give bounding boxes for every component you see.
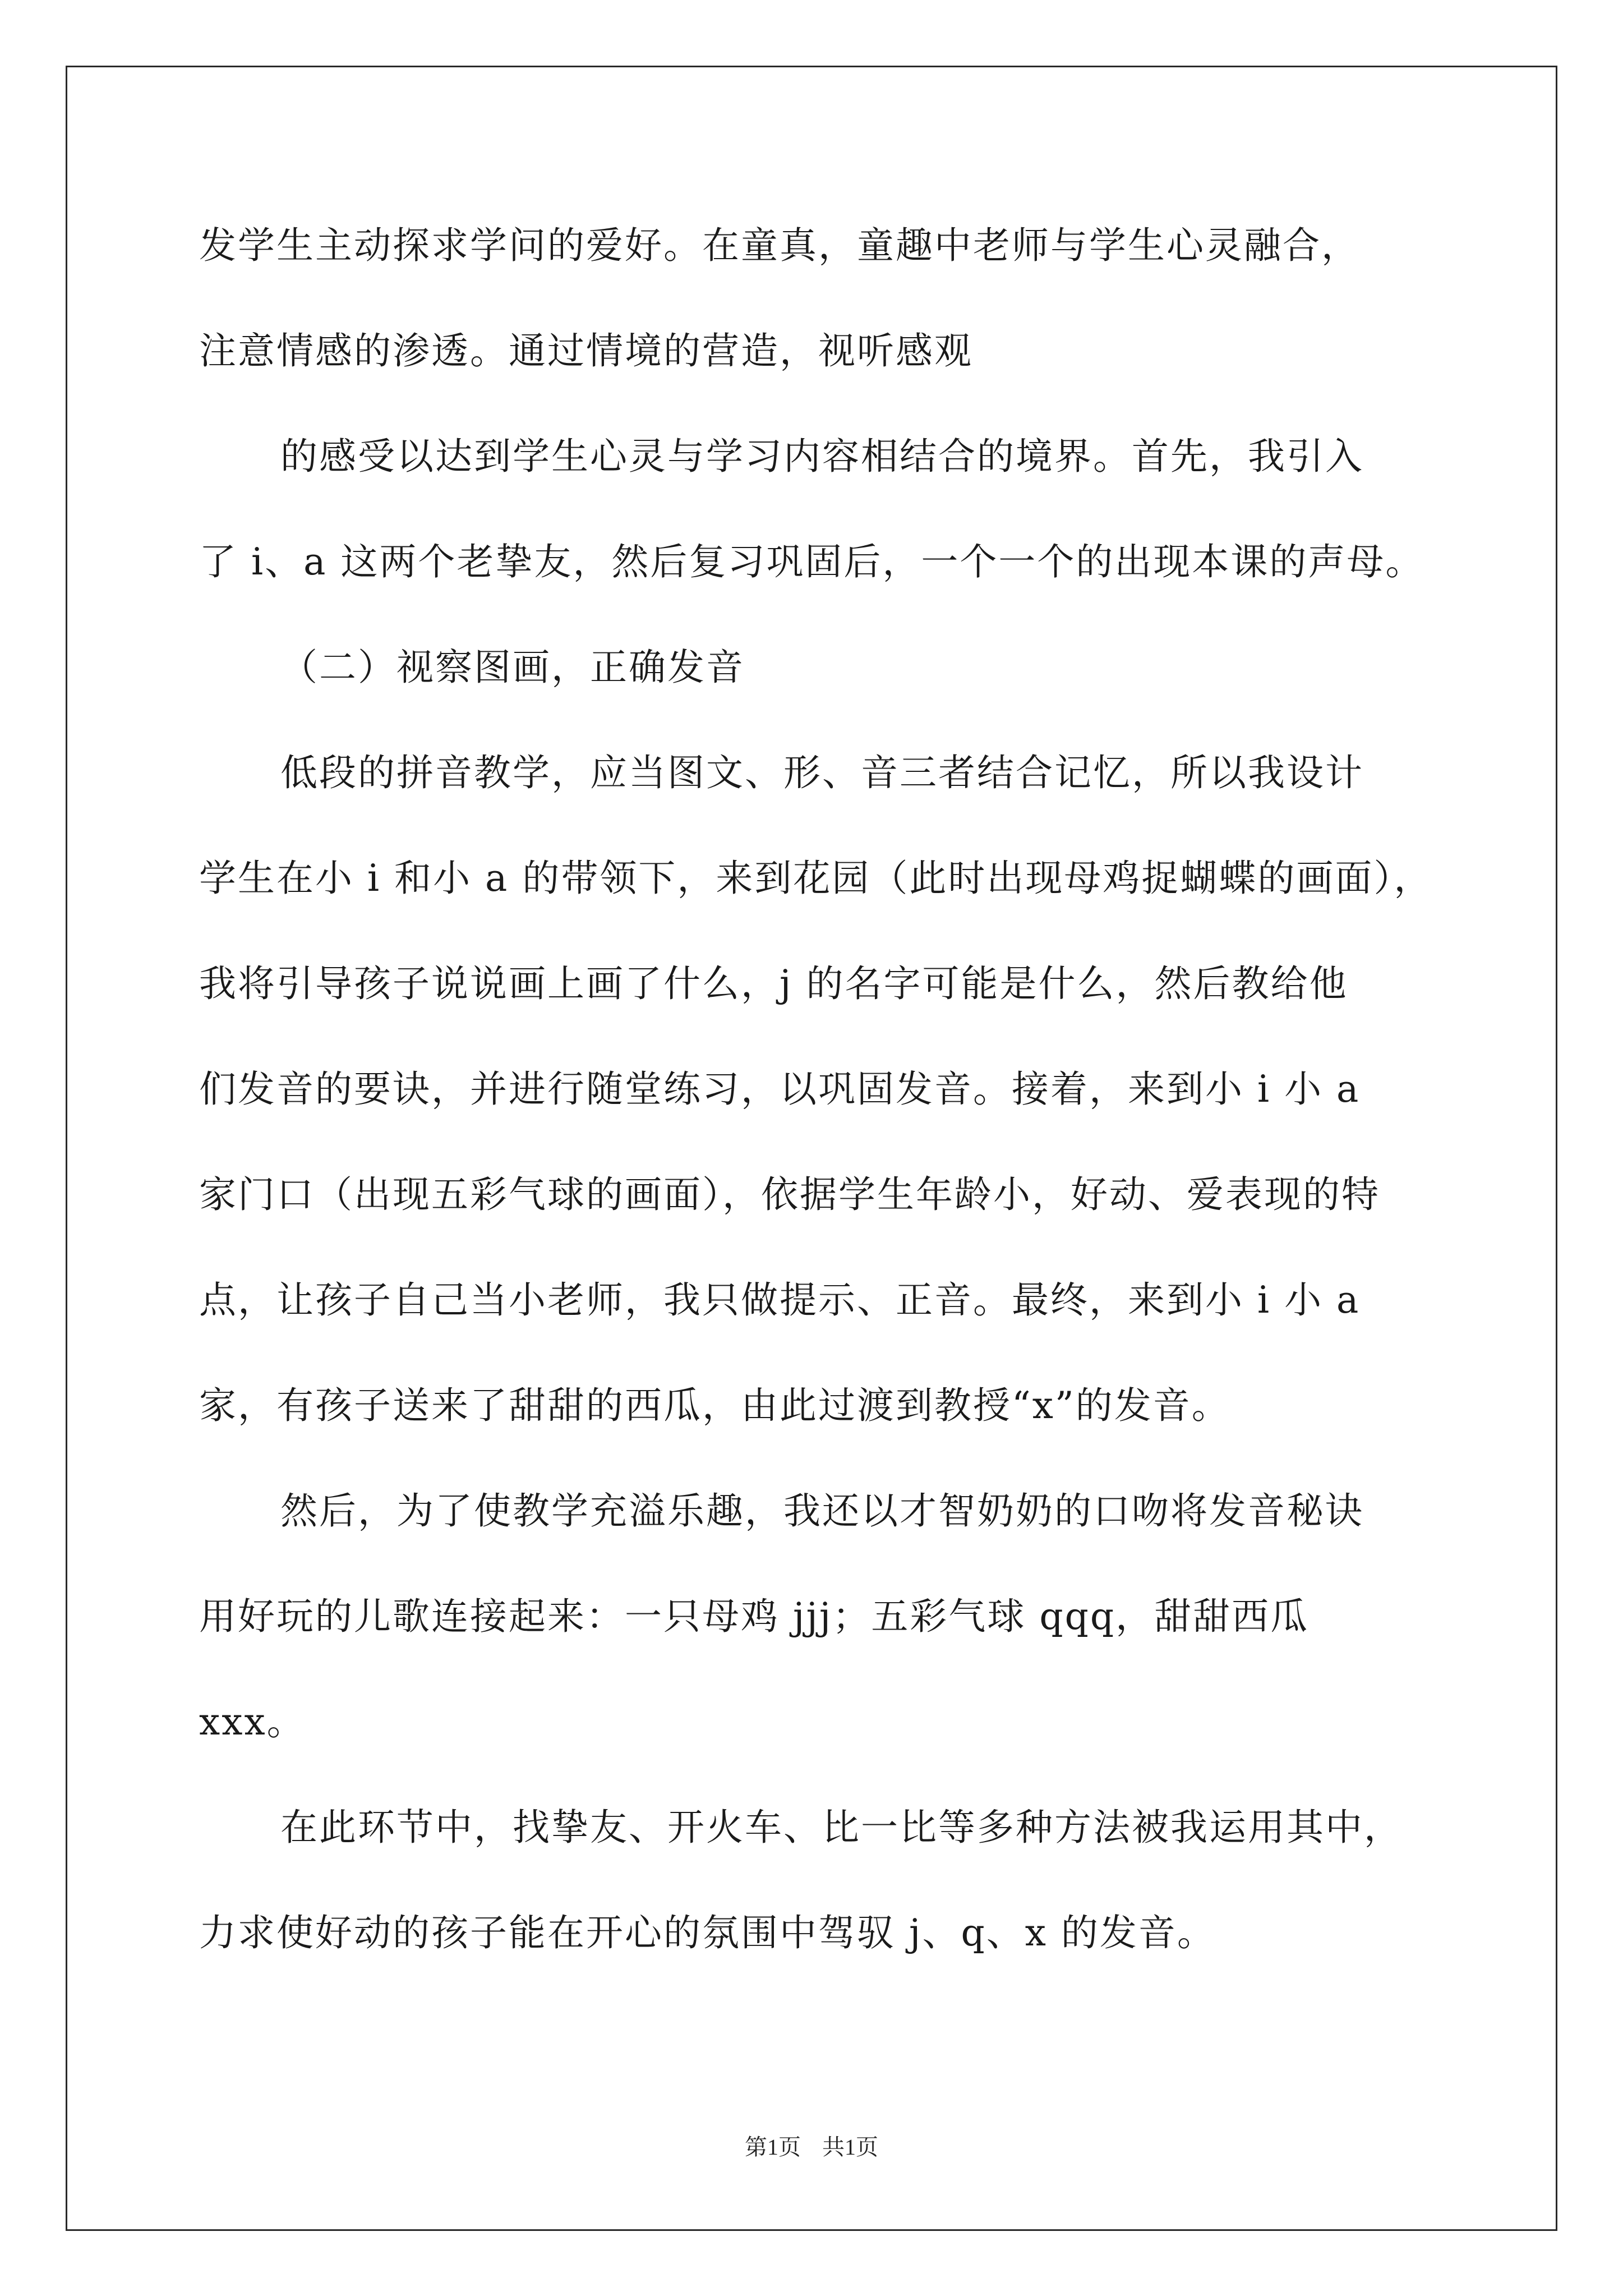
text-line: 学生在小 i 和小 a 的带领下，来到花园（此时出现母鸡捉蝴蝶的画面）， <box>199 857 1433 900</box>
page-footer <box>0 2132 1623 2163</box>
paragraph-start: 在此环节中，找挚友、开火车、比一比等多种方法被我运用其中， <box>280 1806 1403 1849</box>
text-line: 家门口（出现五彩气球的画面），依据学生年龄小，好动、爱表现的特 <box>199 1173 1380 1216</box>
text-line: xxx。 <box>199 1700 306 1743</box>
text-line: 注意情感的渗透。通过情境的营造，视听感观 <box>199 329 973 372</box>
text-line: 家，有孩子送来了甜甜的西瓜，由此过渡到教授“x”的发音。 <box>199 1384 1230 1427</box>
text-line: 用好玩的儿歌连接起来：一只母鸡 jjj；五彩气球 qqq，甜甜西瓜 <box>199 1595 1310 1638</box>
text-line: 力求使好动的孩子能在开心的氛围中驾驭 j、q、x 的发音。 <box>199 1911 1216 1954</box>
paragraph-start: 的感受以达到学生心灵与学习内容相结合的境界。首先，我引入 <box>280 435 1364 478</box>
text-line: 点，让孩子自己当小老师，我只做提示、正音。最终，来到小 i 小 a <box>199 1278 1361 1322</box>
text-line: 了 i、a 这两个老挚友，然后复习巩固后，一个一个的出现本课的声母。 <box>199 540 1424 583</box>
page-number-total: 共1页 <box>822 2134 878 2160</box>
text-line: 发学生主动探求学问的爱好。在童真，童趣中老师与学生心灵融合， <box>199 224 1360 267</box>
paragraph-start: 低段的拼音教学，应当图文、形、音三者结合记忆，所以我设计 <box>280 751 1364 794</box>
text-line: 们发音的要诀，并进行随堂练习，以巩固发音。接着，来到小 i 小 a <box>199 1068 1361 1111</box>
page-number-current: 第1页 <box>745 2134 801 2160</box>
section-heading: （二）视察图画，正确发音 <box>280 646 745 689</box>
paragraph-start: 然后，为了使教学充溢乐趣，我还以才智奶奶的口吻将发音秘诀 <box>280 1489 1364 1533</box>
text-line: 我将引导孩子说说画上画了什么，j 的名字可能是什么，然后教给他 <box>199 962 1348 1005</box>
